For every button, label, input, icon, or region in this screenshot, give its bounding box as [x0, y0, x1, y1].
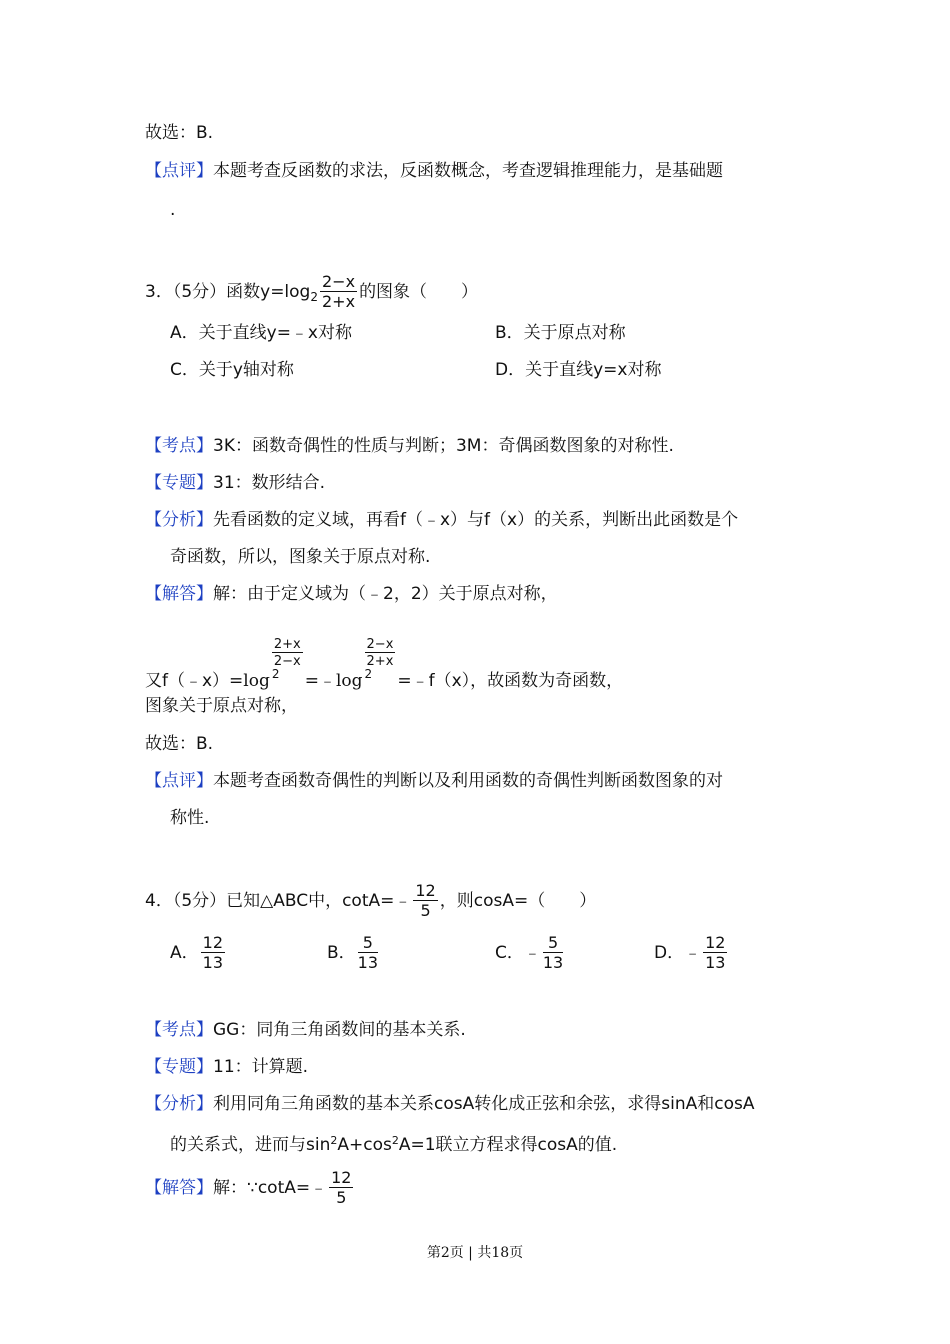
kaodian-tag: 【考点】 [145, 436, 213, 456]
eq-mid: =﹣ [304, 671, 336, 691]
q4-stem-fraction [413, 883, 437, 919]
eq-fraction-1 [272, 638, 303, 680]
q3-option-a: A．关于直线y=﹣x对称 [170, 323, 352, 343]
eq-pre: 又f（﹣x）= [145, 671, 244, 691]
eq-base-2: 2 [364, 667, 373, 681]
q4-opt-c-fraction [543, 935, 563, 971]
q3-stem [145, 274, 478, 310]
q3-option-d: D．关于直线y=x对称 [495, 360, 662, 380]
fenxi-text: 利用同角三角函数的基本关系cosA转化成正弦和余弦，求得sinA和cosA [213, 1094, 755, 1114]
q4-opt-a-fraction [201, 935, 225, 971]
prev-answer: 故选：B. [145, 123, 214, 143]
page-footer: 第2页 | 共18页 [426, 1245, 524, 1261]
eq-fraction-2 [365, 638, 396, 680]
fenxi-2a: 的关系式，进而与sin [170, 1135, 331, 1155]
q4-option-a [170, 935, 227, 971]
q4-stem [145, 883, 596, 919]
eq-post: =﹣f（x），故函数为奇函数， [397, 671, 624, 691]
jieda-tag: 【解答】 [145, 584, 213, 604]
q4-opt-d-fraction [703, 935, 727, 971]
q4-opt-d-label: D． [654, 943, 685, 963]
q3-log-base: 2 [310, 290, 318, 304]
q3-stem-fraction [320, 274, 357, 310]
jieda-fraction [329, 1170, 353, 1206]
fenxi-2c: A+cos [337, 1135, 392, 1155]
q4-kaodian [145, 1018, 466, 1042]
q3-fenxi [145, 508, 738, 532]
q3-comment [145, 769, 723, 793]
eq-frac1-num: 2+x [273, 637, 301, 652]
q3-comment-cont: 称性. [170, 808, 210, 828]
q3-option-c: C．关于y轴对称 [170, 360, 294, 380]
fenxi-tag: 【分析】 [145, 510, 213, 530]
fenxi-sup-1: 2 [330, 1134, 338, 1147]
fenxi-sup-2: 2 [391, 1134, 399, 1147]
q4-opt-b-label: B． [327, 943, 356, 963]
jieda-den: 5 [336, 1188, 347, 1207]
q4-option-d [654, 935, 729, 971]
q3-jieda [145, 582, 558, 606]
q4-opt-d-sign: ﹣ [684, 943, 702, 963]
q4-stem-den: 5 [420, 901, 431, 920]
q4-opt-c-num: 5 [543, 935, 563, 953]
q3-option-b: B．关于原点对称 [495, 323, 626, 343]
zhuanti-text: 31：数形结合. [213, 473, 326, 493]
q3-kaodian [145, 434, 674, 458]
q4-stem-num: 12 [415, 881, 436, 900]
eq-frac2-num: 2−x [366, 637, 394, 652]
q4-opt-c-den: 13 [542, 953, 564, 972]
q3-fenxi-cont: 奇函数，所以，图象关于原点对称. [170, 547, 431, 567]
q3-stem-post: 的图象（ ） [359, 282, 479, 302]
q4-opt-b-den: 13 [357, 953, 379, 972]
fenxi-2e: A=1联立方程求得cosA的值. [398, 1135, 618, 1155]
comment-text: 本题考查函数奇偶性的判断以及利用函数的奇偶性判断函数图象的对 [213, 771, 723, 791]
kaodian-text: GG：同角三角函数间的基本关系. [213, 1020, 466, 1040]
q4-option-c [495, 935, 565, 971]
q3-zhuanti [145, 471, 325, 495]
q3-frac-den: 2+x [322, 292, 356, 311]
q4-opt-c-label: C． [495, 943, 524, 963]
q4-zhuanti [145, 1055, 308, 1079]
eq-log-1: log [243, 671, 270, 691]
prev-comment [145, 159, 723, 183]
jieda-pre: 解：∵cotA=﹣ [213, 1178, 328, 1198]
q4-opt-a-num: 12 [202, 933, 223, 952]
fenxi-tag: 【分析】 [145, 1094, 213, 1114]
jieda-text: 解：由于定义域为（﹣2，2）关于原点对称， [213, 584, 558, 604]
q4-opt-d-num: 12 [705, 933, 726, 952]
eq-frac2-den: 2+x [366, 654, 394, 669]
q4-fenxi [145, 1092, 754, 1116]
q3-stem-pre: 3．（5分）函数y=log [145, 282, 311, 302]
q4-opt-b-fraction [358, 935, 378, 971]
comment-text: 本题考查反函数的求法，反函数概念，考查逻辑推理能力，是基础题 [213, 161, 723, 181]
q3-frac-num: 2−x [322, 272, 356, 291]
zhuanti-tag: 【专题】 [145, 473, 213, 493]
q4-opt-d-den: 13 [705, 953, 726, 972]
q4-jieda [145, 1170, 355, 1206]
q4-opt-b-num: 5 [358, 935, 378, 953]
eq-log-2: log [335, 671, 363, 691]
q4-option-b [327, 935, 380, 971]
jieda-num: 12 [331, 1168, 352, 1187]
comment-tag: 【点评】 [145, 771, 213, 791]
fenxi-text: 先看函数的定义域，再看f（﹣x）与f（x）的关系，判断出此函数是个 [213, 510, 739, 530]
comment-tag: 【点评】 [145, 161, 213, 181]
prev-comment-cont: . [170, 200, 176, 220]
q3-jieda-3: 图象关于原点对称， [145, 696, 298, 716]
kaodian-text: 3K：函数奇偶性的性质与判断；3M：奇偶函数图象的对称性. [213, 436, 674, 456]
q4-stem-post: ，则cosA=（ ） [439, 891, 597, 911]
q4-opt-c-sign: ﹣ [523, 943, 541, 963]
q4-opt-a-den: 13 [202, 953, 223, 972]
jieda-tag: 【解答】 [145, 1178, 213, 1198]
q3-equation [145, 638, 623, 698]
eq-base-1: 2 [271, 667, 280, 681]
q3-answer: 故选：B. [145, 734, 214, 754]
zhuanti-tag: 【专题】 [145, 1057, 213, 1077]
kaodian-tag: 【考点】 [145, 1020, 213, 1040]
zhuanti-text: 11：计算题. [213, 1057, 309, 1077]
q4-stem-pre: 4．（5分）已知△ABC中，cotA=﹣ [145, 891, 412, 911]
eq-frac1-den: 2−x [273, 654, 301, 669]
q4-opt-a-label: A． [170, 943, 199, 963]
q4-fenxi-cont [170, 1129, 617, 1157]
